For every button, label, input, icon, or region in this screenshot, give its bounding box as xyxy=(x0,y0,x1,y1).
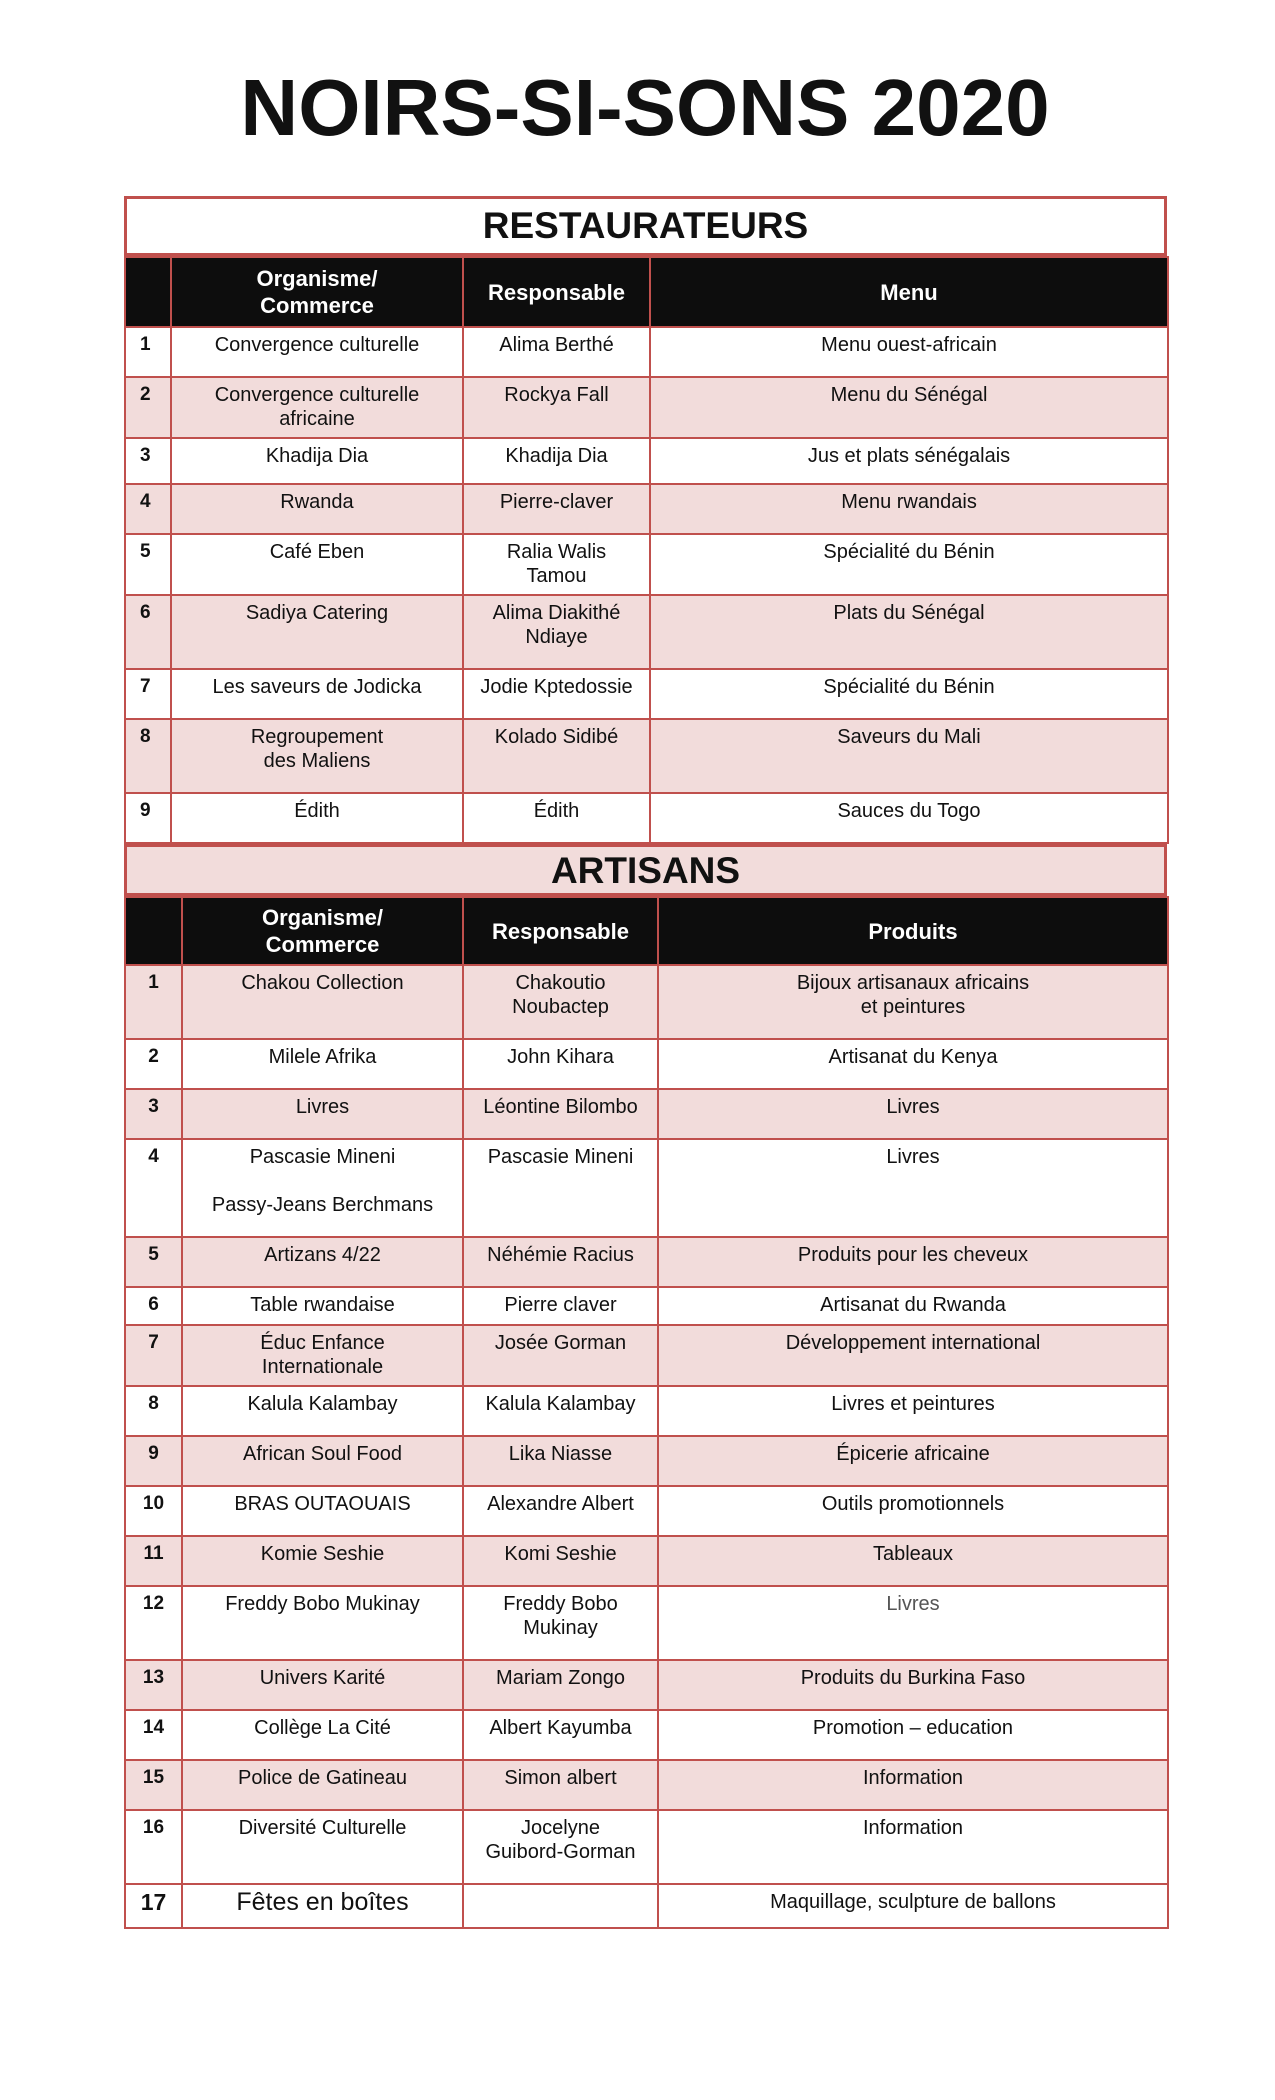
table-row xyxy=(125,1760,1168,1810)
row-number: 1 xyxy=(125,965,182,1039)
organisme-cell: African Soul Food xyxy=(182,1436,463,1486)
produits-cell: Livres xyxy=(658,1089,1168,1139)
table-row xyxy=(125,793,1168,843)
organisme-cell: Sadiya Catering xyxy=(171,595,463,669)
column-header-organisme: Organisme/ Commerce xyxy=(171,257,463,327)
row-number: 2 xyxy=(125,377,171,438)
row-number: 3 xyxy=(125,438,171,484)
responsable-cell: Pascasie Mineni xyxy=(463,1139,658,1237)
organisme-cell: Milele Afrika xyxy=(182,1039,463,1089)
row-number: 9 xyxy=(125,793,171,843)
row-number: 5 xyxy=(125,534,171,595)
produits-cell: Information xyxy=(658,1760,1168,1810)
artisans-table xyxy=(124,896,1169,1929)
table-row xyxy=(125,1287,1168,1325)
organisme-cell: Komie Seshie xyxy=(182,1536,463,1586)
responsable-cell: Édith xyxy=(463,793,650,843)
organisme-cell: Freddy Bobo Mukinay xyxy=(182,1586,463,1660)
produits-cell: Produits pour les cheveux xyxy=(658,1237,1168,1287)
responsable-cell: Pierre claver xyxy=(463,1287,658,1325)
row-number: 2 xyxy=(125,1039,182,1089)
table-header-row xyxy=(125,897,1168,965)
row-number: 13 xyxy=(125,1660,182,1710)
row-number: 6 xyxy=(125,1287,182,1325)
produits-cell: Bijoux artisanaux africains et peintures xyxy=(658,965,1168,1039)
table-row xyxy=(125,377,1168,438)
menu-cell: Menu rwandais xyxy=(650,484,1168,534)
organisme-cell: Convergence culturelle xyxy=(171,327,463,377)
table-row xyxy=(125,1325,1168,1386)
organisme-cell: Collège La Cité xyxy=(182,1710,463,1760)
organisme-cell: Fêtes en boîtes xyxy=(182,1884,463,1928)
organisme-cell: BRAS OUTAOUAIS xyxy=(182,1486,463,1536)
organisme-cell: Artizans 4/22 xyxy=(182,1237,463,1287)
row-number: 11 xyxy=(125,1536,182,1586)
responsable-cell: Ralia Walis Tamou xyxy=(463,534,650,595)
table-row xyxy=(125,1536,1168,1586)
restaurateurs-table xyxy=(124,256,1169,844)
table-row xyxy=(125,484,1168,534)
row-number: 10 xyxy=(125,1486,182,1536)
organisme-cell: Table rwandaise xyxy=(182,1287,463,1325)
responsable-cell: Freddy Bobo Mukinay xyxy=(463,1586,658,1660)
page-title: NOIRS-SI-SONS 2020 xyxy=(240,63,1050,152)
table-row xyxy=(125,1139,1168,1237)
column-header-responsable: Responsable xyxy=(463,897,658,965)
responsable-cell xyxy=(463,1884,658,1928)
table-row xyxy=(125,1386,1168,1436)
row-number: 1 xyxy=(125,327,171,377)
row-number: 14 xyxy=(125,1710,182,1760)
menu-cell: Plats du Sénégal xyxy=(650,595,1168,669)
produits-cell: Développement international xyxy=(658,1325,1168,1386)
menu-cell: Spécialité du Bénin xyxy=(650,669,1168,719)
menu-cell: Spécialité du Bénin xyxy=(650,534,1168,595)
responsable-cell: Alima Berthé xyxy=(463,327,650,377)
responsable-cell: Alexandre Albert xyxy=(463,1486,658,1536)
responsable-cell: Kalula Kalambay xyxy=(463,1386,658,1436)
row-number: 3 xyxy=(125,1089,182,1139)
produits-cell: Maquillage, sculpture de ballons xyxy=(658,1884,1168,1928)
restaurateurs-heading: RESTAURATEURS xyxy=(124,196,1167,256)
table-row xyxy=(125,1436,1168,1486)
produits-cell: Livres et peintures xyxy=(658,1386,1168,1436)
organisme-cell: Chakou Collection xyxy=(182,965,463,1039)
column-header-responsable: Responsable xyxy=(463,257,650,327)
table-row xyxy=(125,1884,1168,1928)
column-header-number xyxy=(125,257,171,327)
row-number: 7 xyxy=(125,1325,182,1386)
responsable-cell: Néhémie Racius xyxy=(463,1237,658,1287)
table-row xyxy=(125,719,1168,793)
responsable-cell: Albert Kayumba xyxy=(463,1710,658,1760)
responsable-cell: Simon albert xyxy=(463,1760,658,1810)
organisme-cell: Convergence culturelle africaine xyxy=(171,377,463,438)
produits-cell: Tableaux xyxy=(658,1536,1168,1586)
produits-cell: Outils promotionnels xyxy=(658,1486,1168,1536)
row-number: 8 xyxy=(125,1386,182,1436)
table-row xyxy=(125,1710,1168,1760)
responsable-cell: Komi Seshie xyxy=(463,1536,658,1586)
organisme-cell: Pascasie Mineni Passy-Jeans Berchmans xyxy=(182,1139,463,1237)
menu-cell: Sauces du Togo xyxy=(650,793,1168,843)
table-row xyxy=(125,965,1168,1039)
row-number: 12 xyxy=(125,1586,182,1660)
responsable-cell: Lika Niasse xyxy=(463,1436,658,1486)
produits-cell: Information xyxy=(658,1810,1168,1884)
produits-cell: Produits du Burkina Faso xyxy=(658,1660,1168,1710)
organisme-cell: Édith xyxy=(171,793,463,843)
organisme-cell: Café Eben xyxy=(171,534,463,595)
responsable-cell: Josée Gorman xyxy=(463,1325,658,1386)
table-row xyxy=(125,1586,1168,1660)
row-number: 5 xyxy=(125,1237,182,1287)
artisans-section xyxy=(124,844,1167,1929)
row-number: 7 xyxy=(125,669,171,719)
organisme-cell: Kalula Kalambay xyxy=(182,1386,463,1436)
produits-cell: Épicerie africaine xyxy=(658,1436,1168,1486)
produits-cell: Artisanat du Rwanda xyxy=(658,1287,1168,1325)
responsable-cell: Jodie Kptedossie xyxy=(463,669,650,719)
produits-cell: Livres xyxy=(658,1139,1168,1237)
row-number: 17 xyxy=(125,1884,182,1928)
organisme-cell: Regroupement des Maliens xyxy=(171,719,463,793)
column-header-produits: Produits xyxy=(658,897,1168,965)
row-number: 16 xyxy=(125,1810,182,1884)
table-row xyxy=(125,669,1168,719)
row-number: 8 xyxy=(125,719,171,793)
responsable-cell: Pierre-claver xyxy=(463,484,650,534)
artisans-heading: ARTISANS xyxy=(124,844,1167,896)
menu-cell: Jus et plats sénégalais xyxy=(650,438,1168,484)
organisme-cell: Rwanda xyxy=(171,484,463,534)
responsable-cell: Kolado Sidibé xyxy=(463,719,650,793)
produits-cell: Livres xyxy=(658,1586,1168,1660)
responsable-cell: Khadija Dia xyxy=(463,438,650,484)
row-number: 9 xyxy=(125,1436,182,1486)
column-header-number xyxy=(125,897,182,965)
menu-cell: Menu ouest-africain xyxy=(650,327,1168,377)
table-row xyxy=(125,1486,1168,1536)
organisme-cell: Livres xyxy=(182,1089,463,1139)
organisme-cell: Univers Karité xyxy=(182,1660,463,1710)
menu-cell: Menu du Sénégal xyxy=(650,377,1168,438)
responsable-cell: Chakoutio Noubactep xyxy=(463,965,658,1039)
row-number: 4 xyxy=(125,1139,182,1237)
organisme-cell: Les saveurs de Jodicka xyxy=(171,669,463,719)
column-header-menu: Menu xyxy=(650,257,1168,327)
table-row xyxy=(125,438,1168,484)
table-row xyxy=(125,1660,1168,1710)
table-row xyxy=(125,1089,1168,1139)
restaurateurs-section xyxy=(124,196,1167,844)
responsable-cell: Jocelyne Guibord-Gorman xyxy=(463,1810,658,1884)
table-header-row xyxy=(125,257,1168,327)
organisme-cell: Éduc Enfance Internationale xyxy=(182,1325,463,1386)
column-header-organisme: Organisme/ Commerce xyxy=(182,897,463,965)
table-row xyxy=(125,327,1168,377)
row-number: 4 xyxy=(125,484,171,534)
menu-cell: Saveurs du Mali xyxy=(650,719,1168,793)
table-row xyxy=(125,1039,1168,1089)
responsable-cell: Rockya Fall xyxy=(463,377,650,438)
responsable-cell: Alima Diakithé Ndiaye xyxy=(463,595,650,669)
organisme-cell: Diversité Culturelle xyxy=(182,1810,463,1884)
row-number: 6 xyxy=(125,595,171,669)
responsable-cell: John Kihara xyxy=(463,1039,658,1089)
organisme-cell: Khadija Dia xyxy=(171,438,463,484)
organisme-cell: Police de Gatineau xyxy=(182,1760,463,1810)
row-number: 15 xyxy=(125,1760,182,1810)
responsable-cell: Mariam Zongo xyxy=(463,1660,658,1710)
table-row xyxy=(125,1810,1168,1884)
produits-cell: Artisanat du Kenya xyxy=(658,1039,1168,1089)
responsable-cell: Léontine Bilombo xyxy=(463,1089,658,1139)
table-row xyxy=(125,1237,1168,1287)
produits-cell: Promotion – education xyxy=(658,1710,1168,1760)
table-row xyxy=(125,595,1168,669)
table-row xyxy=(125,534,1168,595)
